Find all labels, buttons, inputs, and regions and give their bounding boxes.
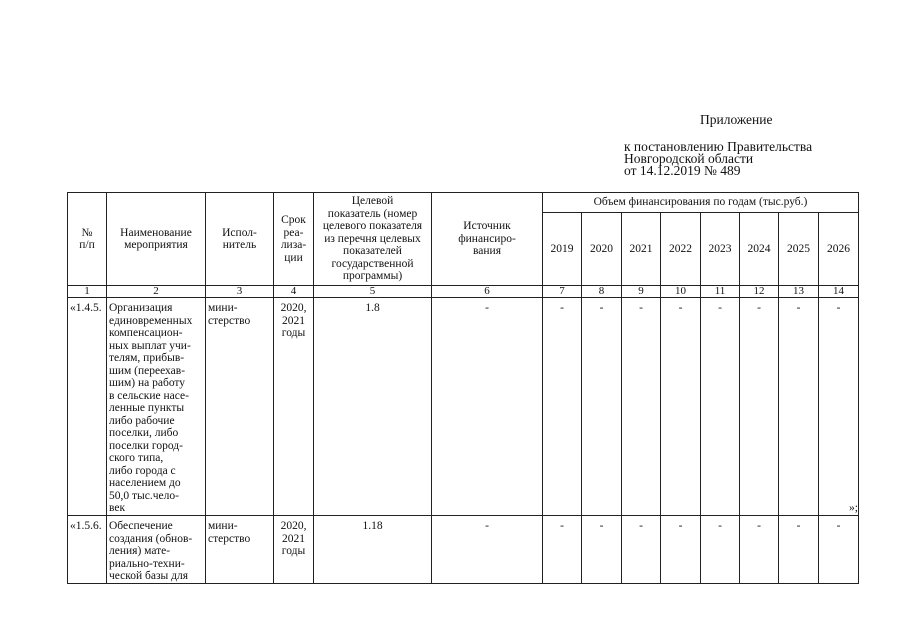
row-source: -	[432, 298, 543, 516]
row-year-value: -	[622, 516, 661, 584]
row-year-value: -	[740, 298, 779, 516]
appendix-title: Приложение	[700, 112, 773, 127]
header-year: 2024	[740, 213, 779, 286]
row-indicator: 1.18	[314, 516, 432, 584]
column-number: 13	[779, 286, 819, 298]
row-year-value: -	[661, 516, 701, 584]
row-executor: мини- стерство	[206, 516, 274, 584]
header-executor: Испол- нитель	[206, 193, 274, 286]
column-number: 1	[68, 286, 107, 298]
header-financing-group: Объем финансирования по годам (тыс.руб.)	[543, 193, 859, 213]
header-num: № п/п	[68, 193, 107, 286]
column-number: 11	[701, 286, 740, 298]
column-number: 7	[543, 286, 582, 298]
financing-table	[67, 192, 859, 584]
row-year-value: -	[779, 298, 819, 516]
column-number: 8	[582, 286, 622, 298]
column-number: 5	[314, 286, 432, 298]
closing-quote-mark: »;	[849, 502, 858, 514]
row-year-value: -	[661, 298, 701, 516]
column-number: 12	[740, 286, 779, 298]
appendix-region-line: Новгородской области	[624, 151, 754, 166]
header-year: 2026	[819, 213, 859, 286]
header-term: Срок реа- лиза- ции	[274, 193, 314, 286]
row-num: «1.5.6.	[68, 516, 107, 584]
row-name: Организация единовременных компенсацион- ных выплат учи- телям, прибыв- шим (переехав- шим) на работу в сельские насе- ленные пункты либо рабочие поселки, либо поселки город- ского типа, либо города с населением до 50,0 тыс.чело- век	[107, 298, 206, 516]
header-year: 2022	[661, 213, 701, 286]
header-name: Наименование мероприятия	[107, 193, 206, 286]
row-year-value: -	[543, 298, 582, 516]
row-year-value: -	[543, 516, 582, 584]
row-num: «1.4.5.	[68, 298, 107, 516]
appendix-date-line: от 14.12.2019 № 489	[624, 163, 741, 178]
row-year-value: -	[701, 516, 740, 584]
row-term: 2020, 2021 годы	[274, 516, 314, 584]
header-source: Источник финансиро- вания	[432, 193, 543, 286]
column-number: 6	[432, 286, 543, 298]
header-year: 2020	[582, 213, 622, 286]
row-year-value: -	[779, 516, 819, 584]
header-year: 2021	[622, 213, 661, 286]
row-year-value: -	[819, 298, 859, 516]
column-number: 10	[661, 286, 701, 298]
row-year-value: -	[819, 516, 859, 584]
row-year-value: -	[582, 516, 622, 584]
header-year: 2025	[779, 213, 819, 286]
header-year: 2023	[701, 213, 740, 286]
appendix-decree-line: к постановлению Правительства	[624, 139, 813, 154]
row-year-value: -	[701, 298, 740, 516]
table-row	[68, 516, 859, 584]
header-year: 2019	[543, 213, 582, 286]
row-year-value: -	[622, 298, 661, 516]
row-year-value: -	[582, 298, 622, 516]
column-number: 9	[622, 286, 661, 298]
header-indicator: Целевой показатель (номер целевого показателя из перечня целевых показателей государственной программы)	[314, 193, 432, 286]
column-number: 4	[274, 286, 314, 298]
column-number: 3	[206, 286, 274, 298]
row-indicator: 1.8	[314, 298, 432, 516]
row-year-value: -	[740, 516, 779, 584]
column-number: 14	[819, 286, 859, 298]
row-source: -	[432, 516, 543, 584]
row-name: Обеспечение создания (обнов- ления) мате- риально-техни- ческой базы для	[107, 516, 206, 584]
row-term: 2020, 2021 годы	[274, 298, 314, 516]
table-row	[68, 298, 859, 516]
row-executor: мини- стерство	[206, 298, 274, 516]
column-number: 2	[107, 286, 206, 298]
